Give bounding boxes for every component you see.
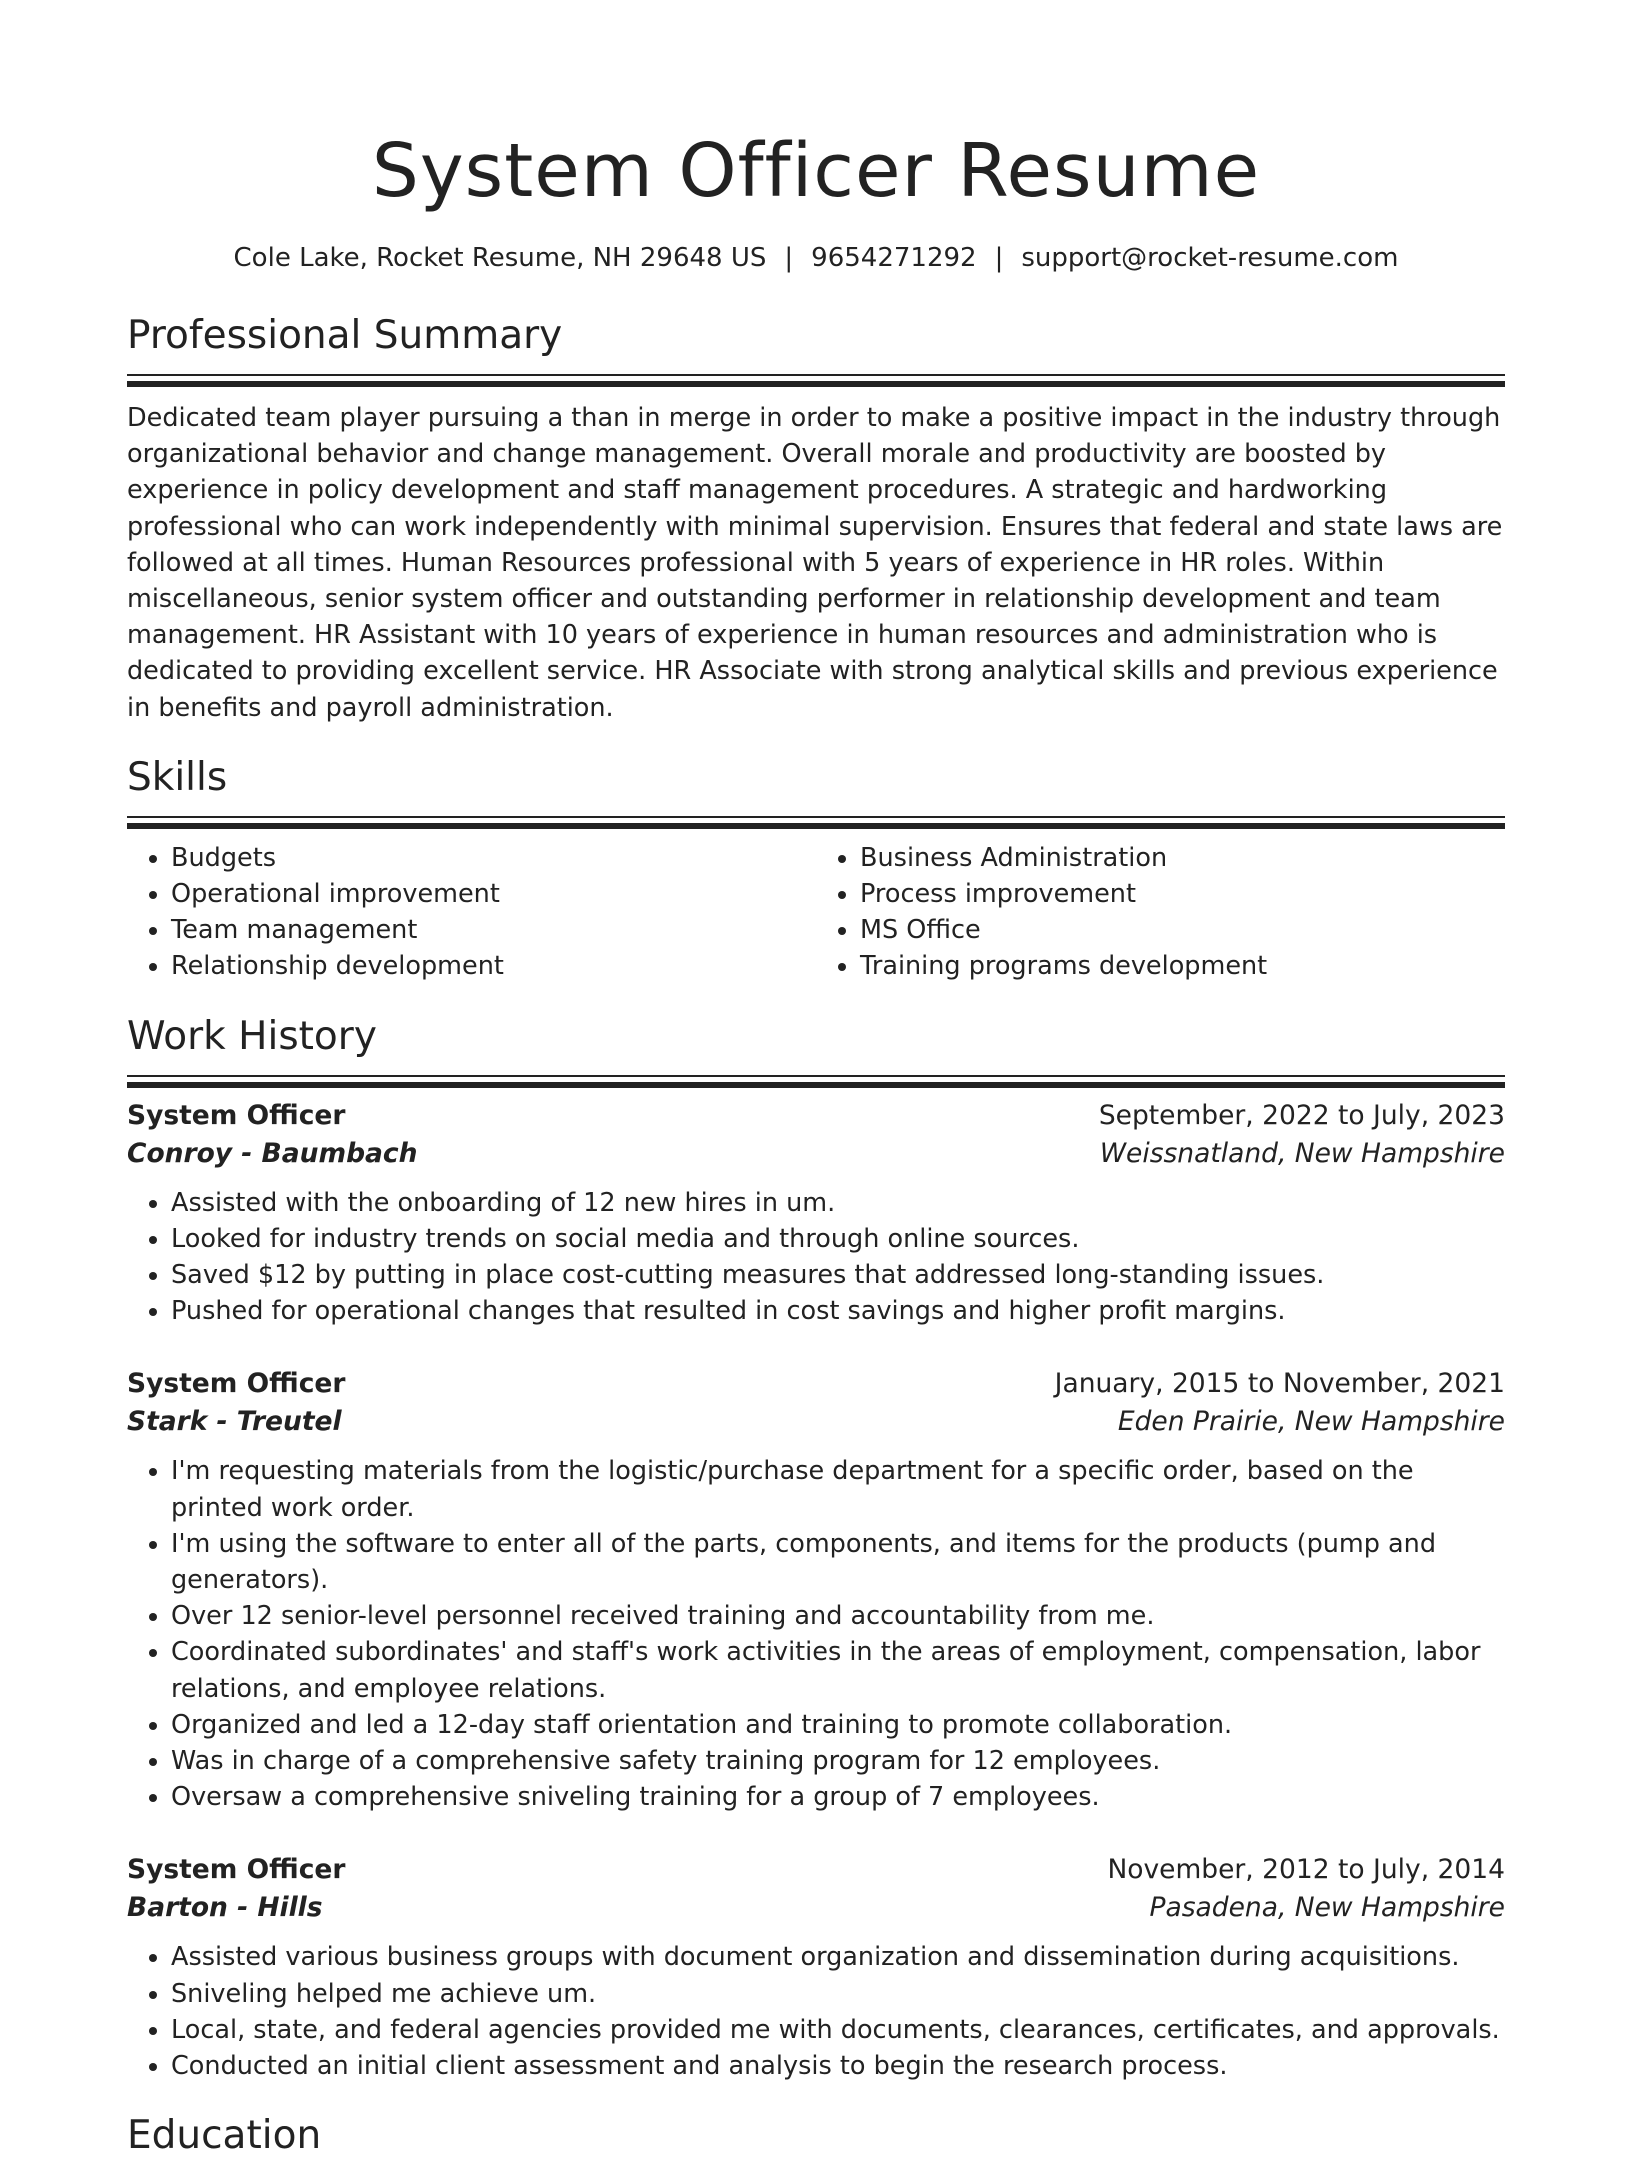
job-bullet: • Conducted an initial client assessment and analysis to begin the research process. xyxy=(171,2048,1505,2084)
section-heading-work-history: Work History xyxy=(127,1013,377,1059)
skills-columns xyxy=(127,840,1505,985)
job-dates: January, 2015 to November, 2021 xyxy=(1054,1368,1505,1400)
job-bullet: • I'm requesting materials from the logistic/purchase department for a specific order, based on the printed work order. xyxy=(171,1453,1505,1525)
job-header-row xyxy=(127,1097,1505,1135)
contact-separator: | xyxy=(784,243,794,273)
section-divider xyxy=(127,1075,1505,1077)
section-divider xyxy=(127,816,1505,818)
job-bullet: • Organized and led a 12-day staff orientation and training to promote collaboration. xyxy=(171,1707,1505,1743)
job-title: System Officer xyxy=(127,1099,346,1131)
job-location: Eden Prairie, New Hampshire xyxy=(1117,1406,1505,1438)
skill-item: • Business Administration xyxy=(860,840,1505,876)
job-company: Stark - Treutel xyxy=(127,1406,342,1438)
job-bullet: • Local, state, and federal agencies provided me with documents, clearances, certificates, and approvals. xyxy=(171,2012,1505,2048)
job-entry xyxy=(127,1365,1505,1815)
job-bullet: • Assisted various business groups with document organization and dissemination during acquisitions. xyxy=(171,1939,1505,1975)
job-header-row xyxy=(127,1851,1505,1889)
skills-list-left xyxy=(127,840,816,985)
job-company-row xyxy=(127,1403,1505,1441)
job-bullet: • Sniveling helped me achieve um. xyxy=(171,1976,1505,2012)
skill-item: • Process improvement xyxy=(860,876,1505,912)
job-bullet: • Pushed for operational changes that resulted in cost savings and higher profit margins. xyxy=(171,1293,1505,1329)
job-entry xyxy=(127,1097,1505,1330)
job-location: Weissnatland, New Hampshire xyxy=(1099,1137,1505,1169)
job-bullet: • Oversaw a comprehensive sniveling training for a group of 7 employees. xyxy=(171,1779,1505,1815)
contact-email: support@rocket-resume.com xyxy=(1021,243,1399,273)
job-bullet: • Assisted with the onboarding of 12 new hires in um. xyxy=(171,1185,1505,1221)
section-heading-summary: Professional Summary xyxy=(127,313,563,358)
skill-item: • MS Office xyxy=(860,912,1505,948)
job-bullet: • I'm using the software to enter all of the parts, components, and items for the products (pump and generators). xyxy=(171,1526,1505,1598)
job-dates: November, 2012 to July, 2014 xyxy=(1107,1854,1505,1886)
section-heading-education: Education xyxy=(127,2113,322,2159)
job-entry xyxy=(127,1851,1505,2084)
job-bullets xyxy=(127,1453,1505,1815)
contact-phone: 9654271292 xyxy=(811,243,977,273)
job-dates: September, 2022 to July, 2023 xyxy=(1098,1099,1505,1131)
job-bullet: • Saved $12 by putting in place cost-cutting measures that addressed long-standing issues. xyxy=(171,1257,1505,1293)
job-title: System Officer xyxy=(127,1368,346,1400)
skill-item: • Budgets xyxy=(171,840,816,876)
work-history-section xyxy=(127,1013,1505,2085)
job-company: Conroy - Baumbach xyxy=(127,1137,418,1169)
job-company-row xyxy=(127,1135,1505,1173)
contact-separator: | xyxy=(994,243,1004,273)
job-company-row xyxy=(127,1889,1505,1927)
job-company: Barton - Hills xyxy=(127,1892,323,1924)
contact-line xyxy=(127,240,1505,276)
resume-title: System Officer Resume xyxy=(371,128,1261,214)
professional-summary-section xyxy=(127,312,1505,726)
section-divider xyxy=(127,374,1505,376)
job-bullets xyxy=(127,1939,1505,2084)
job-location: Pasadena, New Hampshire xyxy=(1149,1892,1505,1924)
skill-item: • Operational improvement xyxy=(171,876,816,912)
section-heading-skills: Skills xyxy=(127,754,228,800)
skill-item: • Relationship development xyxy=(171,948,816,984)
skill-item: • Training programs development xyxy=(860,948,1505,984)
job-header-row xyxy=(127,1365,1505,1403)
job-bullet: • Over 12 senior-level personnel received training and accountability from me. xyxy=(171,1598,1505,1634)
skills-section xyxy=(127,754,1505,985)
job-title: System Officer xyxy=(127,1854,346,1886)
job-bullet: • Was in charge of a comprehensive safety training program for 12 employees. xyxy=(171,1743,1505,1779)
contact-address: Cole Lake, Rocket Resume, NH 29648 US xyxy=(233,243,767,273)
job-bullets xyxy=(127,1185,1505,1330)
job-bullet: • Coordinated subordinates' and staff's work activities in the areas of employment, compensation, labor relations, and employee relations. xyxy=(171,1634,1505,1706)
skill-item: • Team management xyxy=(171,912,816,948)
skills-list-right xyxy=(816,840,1505,985)
summary-text: Dedicated team player pursuing a than in merge in order to make a positive impact in the industry through organizational behavior and change management. Overall morale and productivity are boosted by experience in policy development and staff management procedures. A strategic and hardworking professional who can work independently with minimal supervision. Ensures that federal and state laws are followed at all times. Human Resources professional with 5 years of experience in HR roles. Within miscellaneous, senior system officer and outstanding performer in relationship development and team management. HR Assistant with 10 years of experience in human resources and administration who is dedicated to providing excellent service. HR Associate with strong analytical skills and previous experience in benefits and payroll administration. xyxy=(127,403,1503,723)
job-bullet: • Looked for industry trends on social media and through online sources. xyxy=(171,1221,1505,1257)
education-section xyxy=(127,2112,1505,2160)
